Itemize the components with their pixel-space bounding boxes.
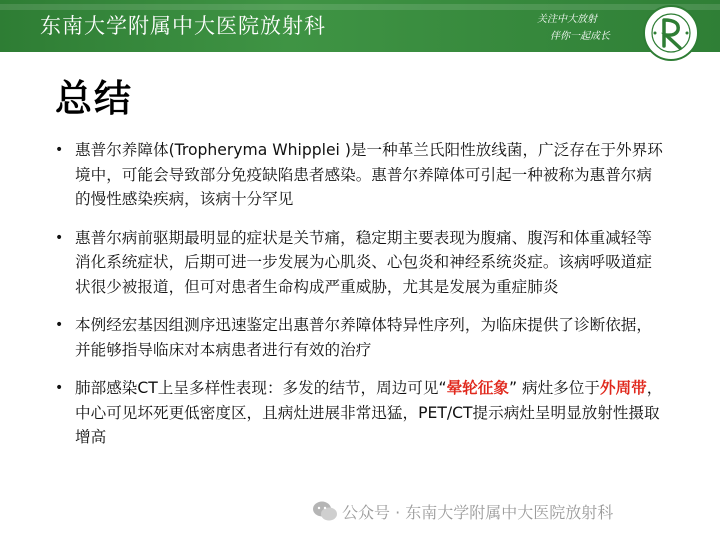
- bullet-marker: •: [55, 142, 64, 158]
- hospital-logo-icon: [642, 4, 700, 62]
- bullet-text-part: 肺部感染CT上呈多样性表现：多发的结节，周边可见“: [75, 379, 447, 397]
- bullet-item-3: [55, 313, 667, 362]
- header-bar: [0, 0, 720, 52]
- bullet-item-1: [55, 138, 667, 212]
- slogan-line-1: 关注中大放射: [537, 14, 597, 25]
- highlight-halo-sign: 晕轮征象: [446, 379, 509, 397]
- bullet-marker: •: [55, 317, 64, 333]
- bullet-marker: •: [55, 380, 64, 396]
- bullet-text: 惠普尔养障体(Tropheryma Whipplei )是一种革兰氏阳性放线菌，广泛存在于外界环境中，可能会导致部分免疫缺陷患者感染。惠普尔养障体可引起一种被称为惠普尔病的慢性感染疾病，该病十分罕见: [75, 141, 663, 208]
- bullet-item-4: [55, 376, 667, 450]
- wechat-icon: [312, 500, 338, 522]
- bullet-text-part: ，中心可见坏死更低密度区，且病灶进展非常迅猛，PET/CT提示病灶呈明显放射性摄取增高: [75, 379, 663, 446]
- slogan-line-2: 伴你一起成长: [550, 31, 610, 42]
- bullet-text: 本例经宏基因组测序迅速鉴定出惠普尔养障体特异性序列，为临床提供了诊断依据，并能够指导临床对本病患者进行有效的治疗: [75, 316, 652, 359]
- bullet-text-part: ” 病灶多位于: [508, 379, 600, 397]
- bullet-list: [55, 138, 667, 464]
- bullet-text: 惠普尔病前驱期最明显的症状是关节痛，稳定期主要表现为腹痛、腹泻和体重减轻等消化系统症状，后期可进一步发展为心肌炎、心包炎和神经系统炎症。该病呼吸道症状很少被报道，但可对患者生命构成严重威胁，尤其是发展为重症肺炎: [75, 228, 652, 296]
- footer-watermark: 公众号 · 东南大学附属中大医院放射科: [342, 503, 614, 522]
- highlight-peripheral-zone: 外周带: [599, 379, 647, 397]
- bullet-marker: •: [55, 229, 64, 246]
- page-title: 总结: [55, 77, 133, 120]
- bullet-item-2: [55, 226, 667, 300]
- header-title: 东南大学附属中大医院放射科: [40, 14, 326, 38]
